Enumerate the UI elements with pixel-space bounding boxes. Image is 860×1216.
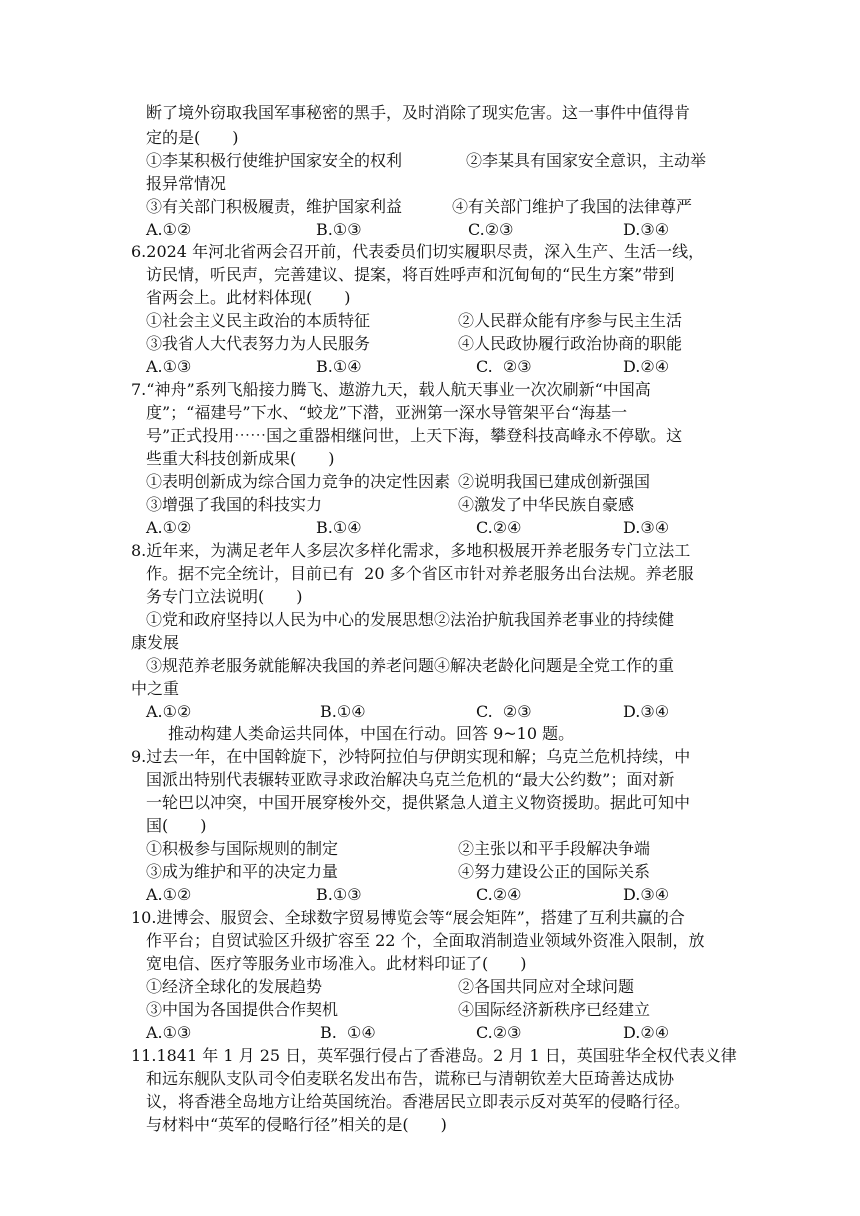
section-intro: 推动构建人类命运共同体，中国在行动。回答 9~10 题。	[168, 724, 575, 743]
q11-stem-line: 议，将香港全岛地方让给英国统治。香港居民立即表示反对英军的侵略行径。	[146, 1092, 691, 1111]
q7-option-d: D.③④	[623, 518, 670, 537]
q6-option-d: D.②④	[623, 357, 670, 376]
q7-statement-4: ④激发了中华民族自豪感	[458, 495, 635, 514]
q6-statement-4: ④人民政协履行政治协商的职能	[458, 334, 683, 353]
q6-option-c: C. ②③	[476, 357, 532, 376]
q7-statement-3: ③增强了我国的科技实力	[146, 495, 323, 514]
q8-stem-line: 8.近年来，为满足老年人多层次多样化需求，多地积极展开养老服务专门立法工	[131, 541, 691, 560]
q10-option-b: B. ①④	[320, 1023, 376, 1042]
q9-statement-3: ③成为维护和平的决定力量	[146, 862, 339, 881]
q8-option-c: C. ②③	[476, 702, 532, 721]
q6-statement-1: ①社会主义民主政治的本质特征	[146, 311, 371, 330]
q5-stem-line: 定的是( )	[146, 128, 239, 147]
q11-stem-line: 与材料中“英军的侵略行径”相关的是( )	[146, 1115, 447, 1134]
q8-option-d: D.③④	[623, 702, 670, 721]
q5-option-c: C.②③	[468, 220, 514, 239]
q10-option-c: C.②③	[476, 1023, 522, 1042]
q5-statement-2: ②李某具有国家安全意识，主动举	[466, 151, 707, 170]
q8-statement-1-2: ①党和政府坚持以人民为中心的发展思想②法治护航我国养老事业的持续健	[146, 610, 675, 629]
q10-statement-2: ②各国共同应对全球问题	[458, 977, 635, 996]
q6-statement-3: ③我省人大代表努力为人民服务	[146, 334, 371, 353]
q10-stem-line: 宽电信、医疗等服务业市场准入。此材料印证了( )	[146, 954, 527, 973]
q6-stem-line: 访民情，听民声，完善建议、提案，将百姓呼声和沉甸甸的“民生方案”带到	[146, 265, 675, 284]
q9-option-a: A.①②	[146, 885, 192, 904]
q8-stem-line: 作。据不完全统计，目前已有 20 多个省区市针对养老服务出台法规。养老服	[146, 564, 694, 583]
q9-statement-2: ②主张以和平手段解决争端	[458, 839, 651, 858]
q5-statement-4: ④有关部门维护了我国的法律尊严	[452, 197, 693, 216]
q10-option-a: A.①③	[146, 1023, 192, 1042]
q8-statement-3-4-cont: 中之重	[131, 679, 180, 698]
q7-stem-line: 些重大科技创新成果( )	[146, 449, 335, 468]
q9-option-c: C.②④	[476, 885, 522, 904]
q7-statement-2: ②说明我国已建成创新强国	[458, 472, 651, 491]
q10-statement-3: ③中国为各国提供合作契机	[146, 1000, 339, 1019]
q10-option-d: D.②④	[623, 1023, 670, 1042]
q6-option-a: A.①③	[146, 357, 192, 376]
q5-statement-1: ①李某积极行使维护国家安全的权利	[146, 151, 403, 170]
q10-statement-1: ①经济全球化的发展趋势	[146, 977, 323, 996]
q6-stem-line: 6.2024 年河北省两会召开前，代表委员们切实履职尽责，深入生产、生活一线，	[131, 242, 705, 261]
q9-stem-line: 国派出特别代表辗转亚欧寻求政治解决乌克兰危机的“最大公约数”；面对新	[146, 770, 675, 789]
q6-statement-2: ②人民群众能有序参与民主生活	[458, 311, 683, 330]
q11-stem-line: 11.1841 年 1 月 25 日，英军强行侵占了香港岛。2 月 1 日，英国驻华全权代表义律	[131, 1046, 737, 1065]
q6-option-b: B.①④	[316, 357, 362, 376]
q9-stem-line: 一轮巴以冲突，中国开展穿梭外交，提供紧急人道主义物资援助。据此可知中	[146, 793, 691, 812]
q5-option-a: A.①②	[146, 220, 192, 239]
q9-statement-1: ①积极参与国际规则的制定	[146, 839, 339, 858]
q7-option-c: C.②④	[476, 518, 522, 537]
q9-option-d: D.③④	[623, 885, 670, 904]
q7-option-b: B.①④	[316, 518, 362, 537]
q8-statement-1-2-cont: 康发展	[131, 633, 180, 652]
q8-stem-line: 务专门立法说明( )	[146, 587, 303, 606]
q8-statement-3-4: ③规范养老服务就能解决我国的养老问题④解决老龄化问题是全党工作的重	[146, 656, 675, 675]
q6-stem-line: 省两会上。此材料体现( )	[146, 288, 351, 307]
q7-stem-line: 7.“神舟”系列飞船接力腾飞、遨游九天，载人航天事业一次次刷新“中国高	[131, 380, 651, 399]
q10-stem-line: 10.进博会、服贸会、全球数字贸易博览会等“展会矩阵”，搭建了互利共赢的合	[131, 908, 685, 927]
q8-option-b: B.①④	[320, 702, 366, 721]
q10-statement-4: ④国际经济新秩序已经建立	[458, 1000, 651, 1019]
q9-statement-4: ④努力建设公正的国际关系	[458, 862, 651, 881]
q5-option-b: B.①③	[316, 220, 362, 239]
q8-option-a: A.①②	[146, 702, 192, 721]
q7-statement-1: ①表明创新成为综合国力竞争的决定性因素	[146, 472, 451, 491]
q7-stem-line: 号”正式投用⋯⋯国之重器相继问世，上天下海，攀登科技高峰永不停歇。这	[146, 426, 683, 445]
q9-stem-line: 9.过去一年，在中国斡旋下，沙特阿拉伯与伊朗实现和解；乌克兰危机持续，中	[131, 747, 691, 766]
q9-option-b: B.①③	[316, 885, 362, 904]
q5-statement-2-cont: 报异常情况	[146, 174, 227, 193]
q7-option-a: A.①②	[146, 518, 192, 537]
q5-stem-line: 断了境外窃取我国军事秘密的黑手，及时消除了现实危害。这一事件中值得肯	[146, 103, 691, 122]
q7-stem-line: 度”；“福建号”下水、“蛟龙”下潜，亚洲第一深水导管架平台“海基一	[146, 403, 628, 422]
q10-stem-line: 作平台；自贸试验区升级扩容至 22 个，全面取消制造业领域外资准入限制，放	[146, 931, 705, 950]
q11-stem-line: 和远东舰队支队司令伯麦联名发出布告，谎称已与清朝钦差大臣琦善达成协	[146, 1069, 675, 1088]
q5-option-d: D.③④	[623, 220, 670, 239]
q9-stem-line: 国( )	[146, 816, 207, 835]
q5-statement-3: ③有关部门积极履责，维护国家利益	[146, 197, 403, 216]
